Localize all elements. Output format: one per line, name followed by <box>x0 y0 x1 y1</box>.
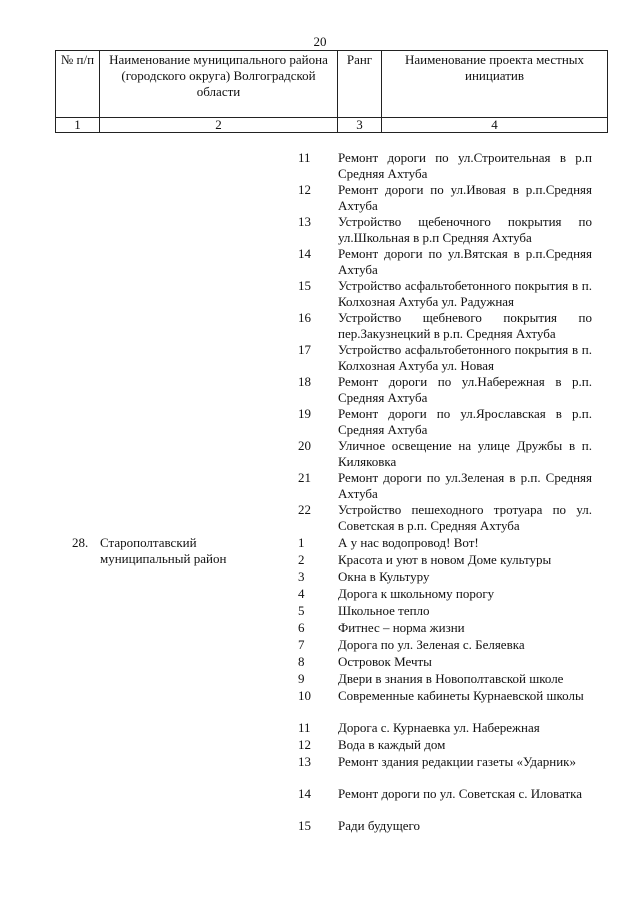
project-rank: 14 <box>298 246 311 261</box>
project-name: Устройство асфальтобетонного покрытия в п. Колхозная Ахтуба ул. Радужная <box>338 278 592 309</box>
project-name: Ремонт здания редакции газеты «Ударник» <box>338 754 576 769</box>
district-number: 28. <box>72 535 89 550</box>
project-name: Устройство щебневого покрытия по пер.Закузнецкий в р.п. Средняя Ахтуба <box>338 310 592 341</box>
project-rank: 12 <box>298 182 311 197</box>
project-name: Устройство пешеходного тротуара по ул. Советская в р.п. Средняя Ахтуба <box>338 502 592 533</box>
column-number-3: 3 <box>338 118 382 133</box>
project-rank: 12 <box>298 737 311 752</box>
project-name: Ремонт дороги по ул.Набережная в р.п. Средняя Ахтуба <box>338 374 592 405</box>
column-number-1: 1 <box>56 118 100 133</box>
header-number-cell: № п/п <box>56 51 100 118</box>
project-name: Ремонт дороги по ул.Ярославская в р.п. Средняя Ахтуба <box>338 406 592 437</box>
project-rank: 19 <box>298 406 311 421</box>
project-rank: 1 <box>298 535 305 550</box>
project-rank: 5 <box>298 603 305 618</box>
project-rank: 15 <box>298 278 311 293</box>
project-rank: 11 <box>298 150 311 165</box>
project-name: Устройство асфальтобетонного покрытия в п. Колхозная Ахтуба ул. Новая <box>338 342 592 373</box>
column-number-2: 2 <box>100 118 338 133</box>
project-name: Двери в знания в Новополтавской школе <box>338 671 564 686</box>
page-number: 20 <box>313 34 327 49</box>
project-rank: 13 <box>298 214 311 229</box>
header-rank-cell: Ранг <box>338 51 382 118</box>
project-rank: 18 <box>298 374 311 389</box>
project-rank: 9 <box>298 671 305 686</box>
project-rank: 21 <box>298 470 311 485</box>
project-rank: 11 <box>298 720 311 735</box>
project-rank: 20 <box>298 438 311 453</box>
project-name: Ремонт дороги по ул.Зеленая в р.п. Средняя Ахтуба <box>338 470 592 501</box>
project-name: Дорога к школьному порогу <box>338 586 495 601</box>
project-name: Современные кабинеты Курнаевской школы <box>338 688 584 703</box>
project-name: Окна в Культуру <box>338 569 430 584</box>
project-rank: 6 <box>298 620 305 635</box>
project-name: Ремонт дороги по ул.Строительная в р.п Средняя Ахтуба <box>338 150 592 181</box>
project-name: Красота и уют в новом Доме культуры <box>338 552 552 567</box>
project-name: Вода в каждый дом <box>338 737 446 752</box>
project-rank: 22 <box>298 502 311 517</box>
project-rank: 8 <box>298 654 305 669</box>
project-name: Устройство щебеночного покрытия по ул.Школьная в р.п Средняя Ахтуба <box>338 214 592 245</box>
project-name: Ремонт дороги по ул.Вятская в р.п.Средняя Ахтуба <box>338 246 592 277</box>
project-rank: 3 <box>298 569 305 584</box>
project-rank: 4 <box>298 586 305 601</box>
project-name: Школьное тепло <box>338 603 430 618</box>
project-name: Дорога по ул. Зеленая с. Беляевка <box>338 637 525 652</box>
project-name: Ремонт дороги по ул.Ивовая в р.п.Средняя Ахтуба <box>338 182 592 213</box>
header-project-cell: Наименование проекта местных инициатив <box>382 51 608 118</box>
project-rank: 10 <box>298 688 311 703</box>
project-rank: 17 <box>298 342 311 357</box>
project-rank: 13 <box>298 754 311 769</box>
project-rank: 14 <box>298 786 311 801</box>
project-rank: 15 <box>298 818 311 833</box>
project-name: Дорога с. Курнаевка ул. Набережная <box>338 720 540 735</box>
project-name: Фитнес – норма жизни <box>338 620 465 635</box>
project-name: Островок Мечты <box>338 654 432 669</box>
project-rank: 16 <box>298 310 311 325</box>
header-district-cell: Наименование муниципального района (городского округа) Волгоградской области <box>100 51 338 118</box>
district-name: Старополтавский муниципальный район <box>100 535 227 566</box>
project-rank: 2 <box>298 552 305 567</box>
project-name: Ремонт дороги по ул. Советская с. Иловатка <box>338 786 583 801</box>
project-name: А у нас водопровод! Вот! <box>338 535 479 550</box>
project-name: Уличное освещение на улице Дружбы в п. Киляковка <box>338 438 592 469</box>
column-number-4: 4 <box>382 118 608 133</box>
project-rank: 7 <box>298 637 305 652</box>
project-name: Ради будущего <box>338 818 421 833</box>
